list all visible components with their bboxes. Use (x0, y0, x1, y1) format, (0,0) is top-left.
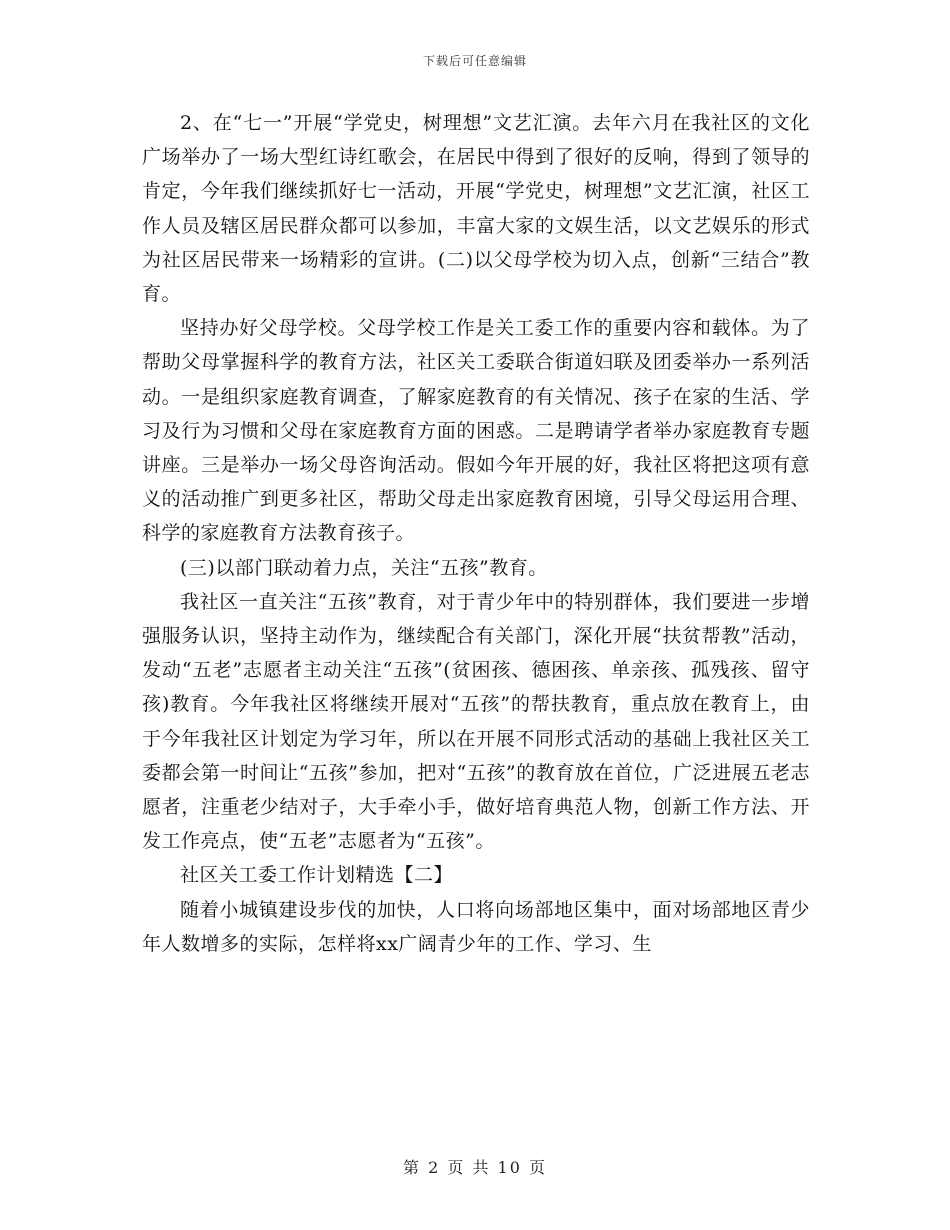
page-number-footer: 第 2 页 共 10 页 (403, 1158, 547, 1177)
section-title-plan-two: 社区关工委工作计划精选【二】 (180, 864, 454, 887)
paragraph-five-children-education: 我社区一直关注“五孩”教育，对于青少年中的特别群体，我们要进一步增强服务认识，坚持主动作为，继续配合有关部门，深化开展“扶贫帮教”活动，发动“五老”志愿者主动关注“五孩”(贫困孩、德困孩、单亲孩、孤残孩、留守孩)教育。今年我社区将继续开展对“五孩”的帮扶教育，重点放在教育上，由于今年我社区计划定为学习年，所以在开展不同形式活动的基础上我社区关工委都会第一时间让“五孩”参加，把对“五孩”的教育放在首位，广泛进展五老志愿者，注重老少结对子，大手牵小手，做好培育典范人物，创新工作方法、开发工作亮点，使“五老”志愿者为“五孩”。 (142, 590, 810, 853)
document-body (142, 106, 810, 961)
paragraph-parent-school: 坚持办好父母学校。父母学校工作是关工委工作的重要内容和载体。为了帮助父母掌握科学的教育方法，社区关工委联合街道妇联及团委举办一系列活动。一是组织家庭教育调查，了解家庭教育的有关情况、孩子在家的生活、学习及行为习惯和父母在家庭教育方面的困惑。二是聘请学者举办家庭教育专题讲座。三是举办一场父母咨询活动。假如今年开展的好，我社区将把这项有意义的活动推广到更多社区，帮助父母走出家庭教育困境，引导父母运用合理、科学的家庭教育方法教育孩子。 (142, 317, 810, 545)
paragraph-july-first-performance: 2、在“七一”开展“学党史，树理想”文艺汇演。去年六月在我社区的文化广场举办了一场大型红诗红歌会，在居民中得到了很好的反响，得到了领导的肯定，今年我们继续抓好七一活动，开展“学党史，树理想”文艺汇演，社区工作人员及辖区居民群众都可以参加，丰富大家的文娱生活，以文艺娱乐的形式为社区居民带来一场精彩的宣讲。(二)以父母学校为切入点，创新“三结合”教育。 (142, 112, 810, 306)
paragraph-town-construction: 随着小城镇建设步伐的加快，人口将向场部地区集中，面对场部地区青少年人数增多的实际，怎样将xx广阔青少年的工作、学习、生 (142, 898, 810, 955)
page-header-note: 下载后可任意编辑 (422, 54, 527, 68)
section-heading-five-children: (三)以部门联动着力点，关注“五孩”教育。 (180, 556, 548, 579)
